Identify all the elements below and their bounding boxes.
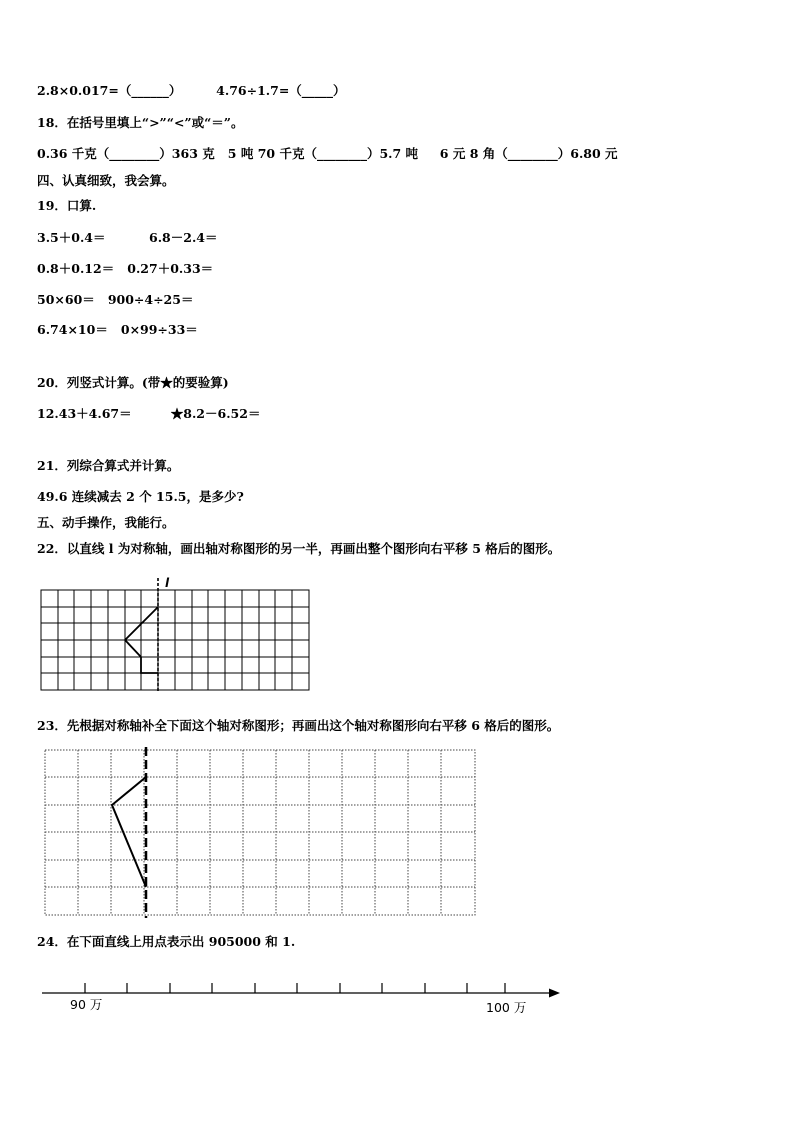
q19-title: 19．口算. <box>37 198 97 213</box>
q19-row-4: 6.74×10＝ 0×99÷33＝ <box>37 322 198 337</box>
q22-title: 22．以直线 l 为对称轴，画出轴对称图形的另一半，再画出整个图形向右平移 5 格后的图形。 <box>37 541 561 556</box>
q23-title: 23．先根据对称轴补全下面这个轴对称图形；再画出这个轴对称图形向右平移 6 格后的图形。 <box>37 718 560 733</box>
q18-title: 18．在括号里填上“>”“<”或“＝”。 <box>37 115 244 130</box>
q21-title: 21．列综合算式并计算。 <box>37 458 180 473</box>
q24-numberline-svg <box>0 975 794 1025</box>
q19-row-3: 50×60＝ 900÷4÷25＝ <box>37 292 194 307</box>
q22-grid <box>41 590 309 690</box>
q22-axis-label: l <box>165 576 170 590</box>
q20-row-1: 12.43＋4.67＝ ★8.2－6.52＝ <box>37 406 261 421</box>
q24-numberline <box>0 975 794 1025</box>
q23-figure <box>0 745 794 925</box>
line-calc-row: 2.8×0.017=（______） 4.76÷1.7=（_____） <box>37 83 346 98</box>
q23-grid-svg <box>0 745 794 925</box>
q22-grid-svg <box>0 570 794 700</box>
q19-row-2: 0.8＋0.12＝ 0.27＋0.33＝ <box>37 261 214 276</box>
numberline-left-label: 90 万 <box>70 997 103 1012</box>
numberline-arrow-icon <box>549 989 560 998</box>
numberline-ticks <box>85 983 505 993</box>
section-four-title: 四、认真细致，我会算。 <box>37 173 175 188</box>
q23-grid <box>45 750 475 915</box>
q21-text: 49.6 连续减去 2 个 15.5，是多少? <box>37 489 244 504</box>
q24-title: 24．在下面直线上用点表示出 905000 和 1. <box>37 934 296 949</box>
q20-title: 20．列竖式计算。(带★的要验算) <box>37 375 229 390</box>
q19-row-1: 3.5＋0.4＝ 6.8－2.4＝ <box>37 230 218 245</box>
section-five-title: 五、动手操作，我能行。 <box>37 515 175 530</box>
q18-items: 0.36 千克（________）363 克 5 吨 70 千克（________）5.7 吨 6 元 8 角（________）6.80 元 <box>37 146 618 161</box>
numberline-right-label: 100 万 <box>486 1000 527 1015</box>
q22-figure <box>0 570 794 700</box>
